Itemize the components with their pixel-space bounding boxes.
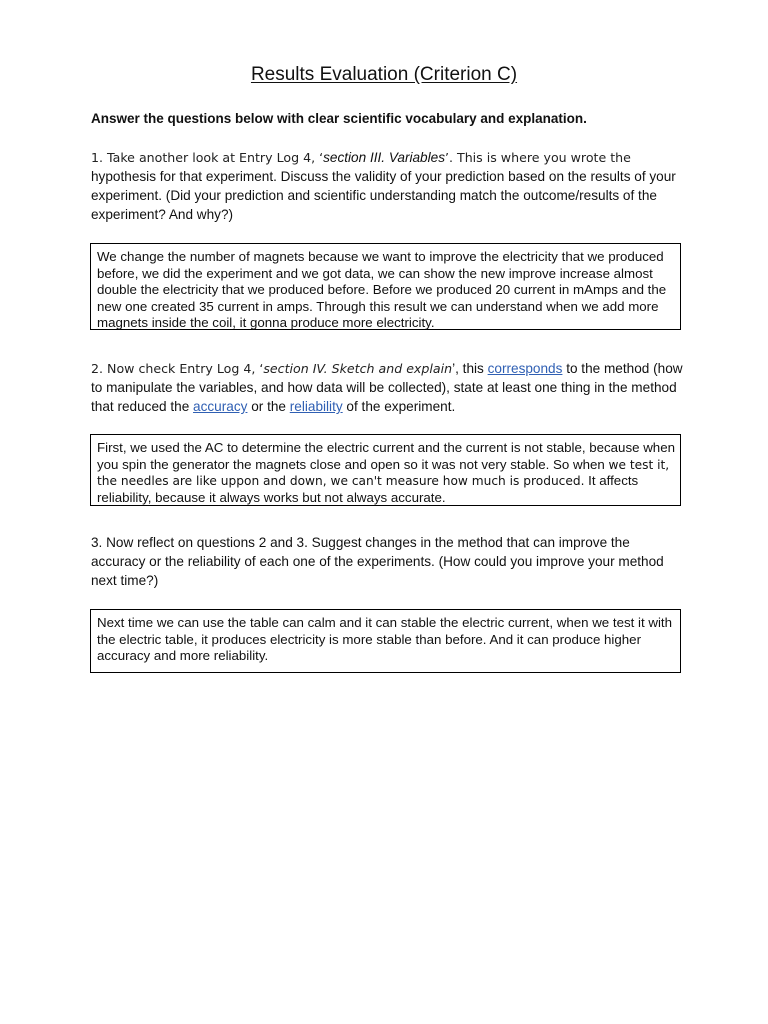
answer-2-part-2: we test it, the needles are like uppon and down, we can't measure how much is produced. xyxy=(97,457,670,488)
link-accuracy[interactable]: accuracy xyxy=(193,399,248,414)
link-reliability[interactable]: reliability xyxy=(289,399,343,414)
answer-2-part-3: It affects reliability, because it always works but not always accurate. xyxy=(97,473,639,505)
question-1-body: hypothesis for that experiment. Discuss the validity of your prediction based on the results of your experiment. (Did your prediction and scientific understanding match the outcome/results of the experiment? And why?) xyxy=(91,169,676,222)
answer-box-2 xyxy=(90,434,681,506)
question-3: 3. Now reflect on questions 2 and 3. Suggest changes in the method that can improve the accuracy or the reliability of each one of the experiments. (How could you improve your method next time?) xyxy=(91,535,664,588)
question-1 xyxy=(91,148,683,224)
answer-box-1: We change the number of magnets because we want to improve the electricity that we produced before, we did the experiment and we got data, we can show the new improve increase almost double the electricity that we produced before. Before we produced 20 current in mAmps and the new one created 35 current in amps. Through this result we can understand when we add more magnets inside the coil, it gonna produce more electricity. xyxy=(90,243,681,330)
question-1-section-ref: section III. Variables xyxy=(323,150,445,165)
answer-box-3: Next time we can use the table can calm and it can stable the electric current, when we test it with the electric table, it produces electricity is more stable than before. And it can produce higher accuracy and more reliability. xyxy=(90,609,681,673)
instructions-text: Answer the questions below with clear scientific vocabulary and explanation. xyxy=(91,111,587,126)
question-2-or: or the xyxy=(247,399,290,414)
page-title: Results Evaluation (Criterion C) xyxy=(250,64,518,85)
question-2-mid: to the method (how to manipulate the variables, and how data will be collected), state at least one thing in the method that reduced the xyxy=(91,361,683,414)
question-2-section-ref: section IV. Sketch and explain xyxy=(263,361,453,376)
question-2 xyxy=(91,359,683,416)
question-1-prefix: 1. Take another look at Entry Log 4, ‘ xyxy=(91,150,324,165)
question-2-after-section: ’, this xyxy=(452,361,488,376)
link-corresponds[interactable]: corresponds xyxy=(487,361,563,376)
question-1-mid: ’. This is where you wrote the xyxy=(445,150,631,165)
answer-2-part-1: First, we used the AC to determine the electric current and the current is not stable, because when you spin the generator the magnets close and open so it was not very stable. So when xyxy=(97,440,675,472)
question-2-end: of the experiment. xyxy=(342,399,456,414)
question-2-prefix: 2. Now check Entry Log 4, ‘ xyxy=(91,361,264,376)
